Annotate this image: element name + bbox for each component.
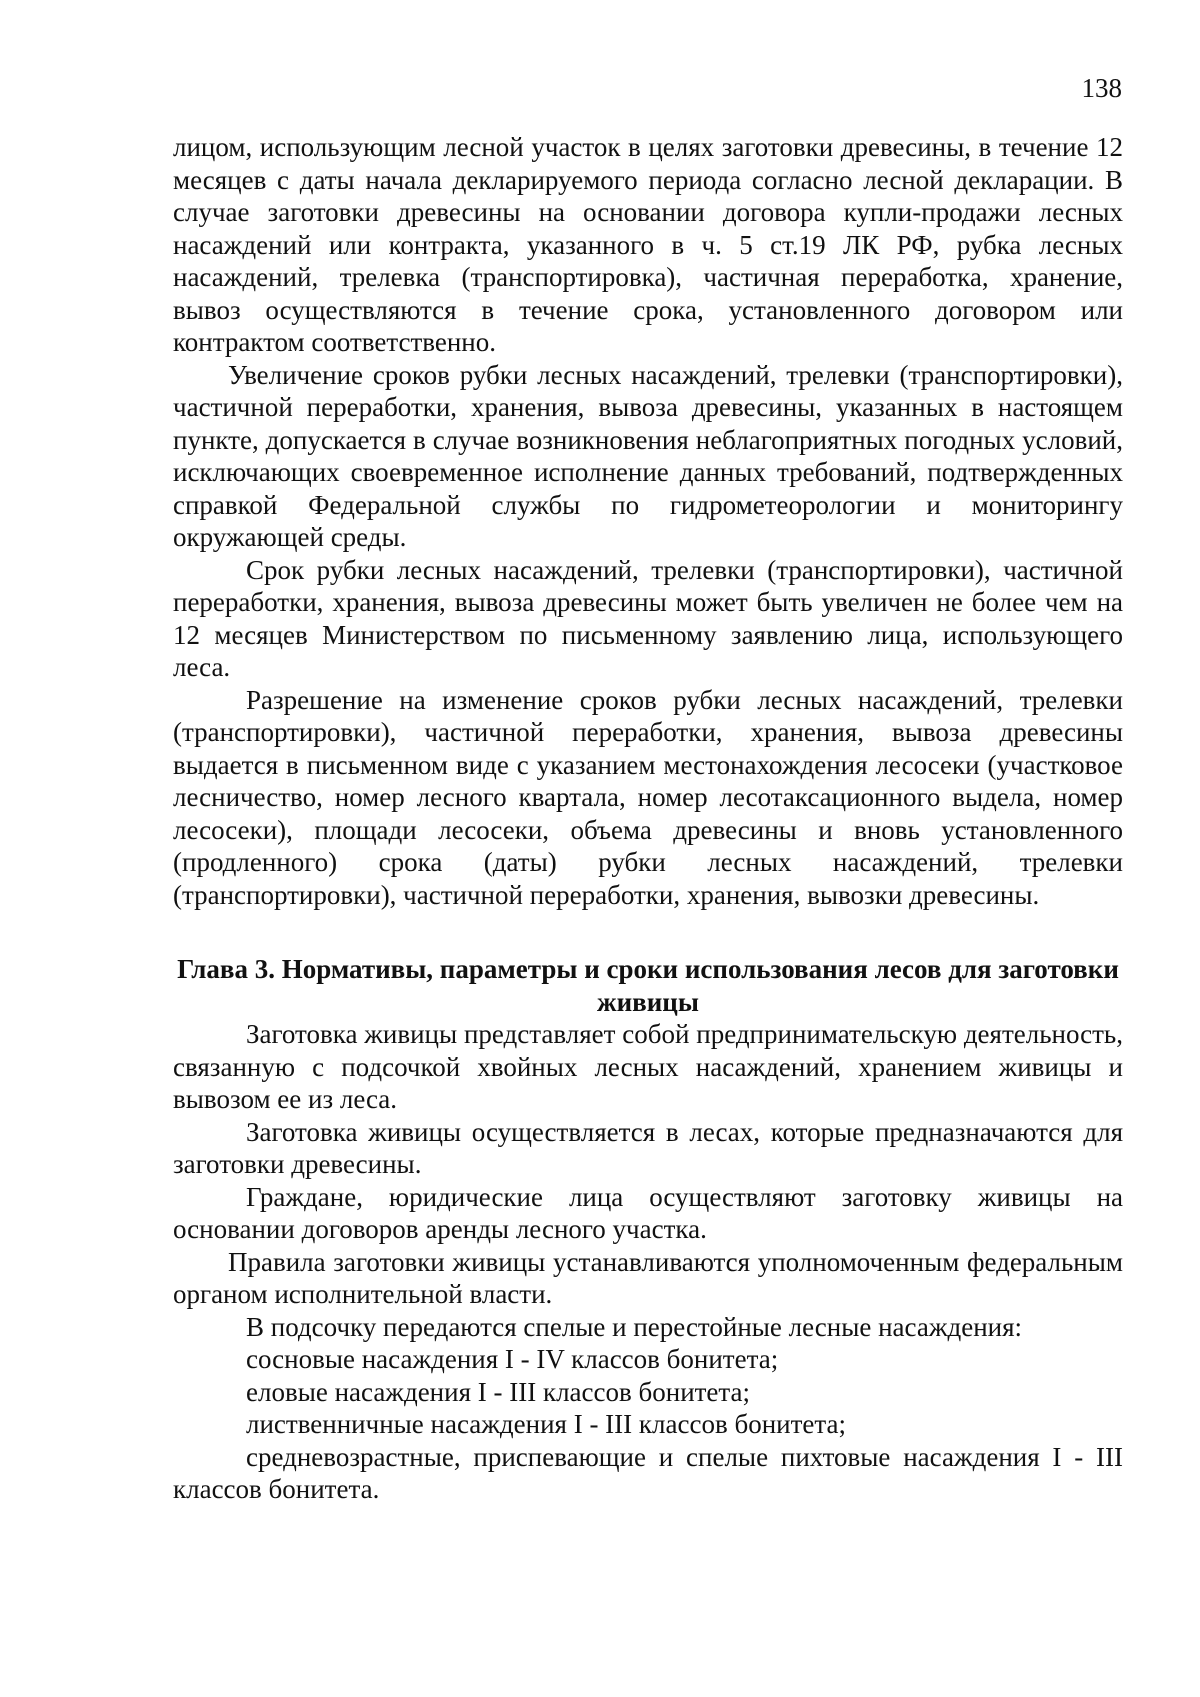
list-item-spruce: еловые насаждения I - III классов бонитета; [246,1376,751,1407]
paragraph-term-extension-weather: Увеличение сроков рубки лесных насаждений, трелевки (транспортировки), частичной переработки, хранения, вывоза древесины, указанных в настоящем пункте, допускается в случае возникновения неблагоприятных погодных условий, исключающих своевременное исполнение данных требований, подтвержденных справкой Федеральной службы по гидрометеорологии и мониторингу окружающей среды. [173,359,1123,552]
paragraph-permission-issuance: Разрешение на изменение сроков рубки лесных насаждений, трелевки (транспортировки), частичной переработки, хранения, вывоза древесины выдается в письменном виде с указанием местонахождения лесосеки (участковое лесничество, номер лесного квартала, номер лесотаксационного выдела, номер лесосеки), площади лесосеки, объема древесины и вновь установленного (продленного) срока (даты) рубки лесных насаждений, трелевки (транспортировки), частичной переработки, хранения, вывозки древесины. [173,684,1123,910]
list-item-larch: лиственничные насаждения I - III классов бонитета; [246,1409,846,1439]
list-item-fir: средневозрастные, приспевающие и спелые пихтовые насаждения I - III классов бонитета. [173,1441,1123,1504]
list-item-pine: сосновые насаждения I - IV классов бонитета; [246,1344,779,1374]
paragraph-resin-definition: Заготовка живицы представляет собой предпринимательскую деятельность, связанную с подсочкой хвойных лесных насаждений, хранением живицы и вывозом ее из леса. [173,1019,1123,1114]
paragraph-resin-lease: Граждане, юридические лица осуществляют заготовку живицы на основании договоров аренды лесного участка. [173,1181,1123,1244]
document-body [173,131,1123,1506]
paragraph-resin-forests: Заготовка живицы осуществляется в лесах, которые предназначаются для заготовки древесины. [173,1116,1123,1179]
paragraph-continued: лицом, использующим лесной участок в целях заготовки древесины, в течение 12 месяцев с даты начала декларируемого периода согласно лесной декларации. В случае заготовки древесины на основании договора купли-продажи лесных насаждений или контракта, указанного в ч. 5 ст.19 ЛК РФ, рубка лесных насаждений, трелевка (транспортировка), частичная переработка, хранение, вывоз осуществляются в течение срока, установленного договором или контрактом соответственно. [173,132,1123,357]
page-number: 138 [1081,73,1122,103]
paragraph-tapping-intro: В подсочку передаются спелые и перестойные лесные насаждения: [246,1311,1023,1342]
paragraph-resin-rules: Правила заготовки живицы устанавливаются уполномоченным федеральным органом исполнительной власти. [173,1246,1123,1309]
chapter-heading: Глава 3. Нормативы, параметры и сроки использования лесов для заготовки живицы [177,954,1119,1017]
paragraph-term-extension-ministry: Срок рубки лесных насаждений, трелевки (транспортировки), частичной переработки, хранения, вывоза древесины может быть увеличен не более чем на 12 месяцев Министерством по письменному заявлению лица, использующего леса. [173,554,1123,682]
